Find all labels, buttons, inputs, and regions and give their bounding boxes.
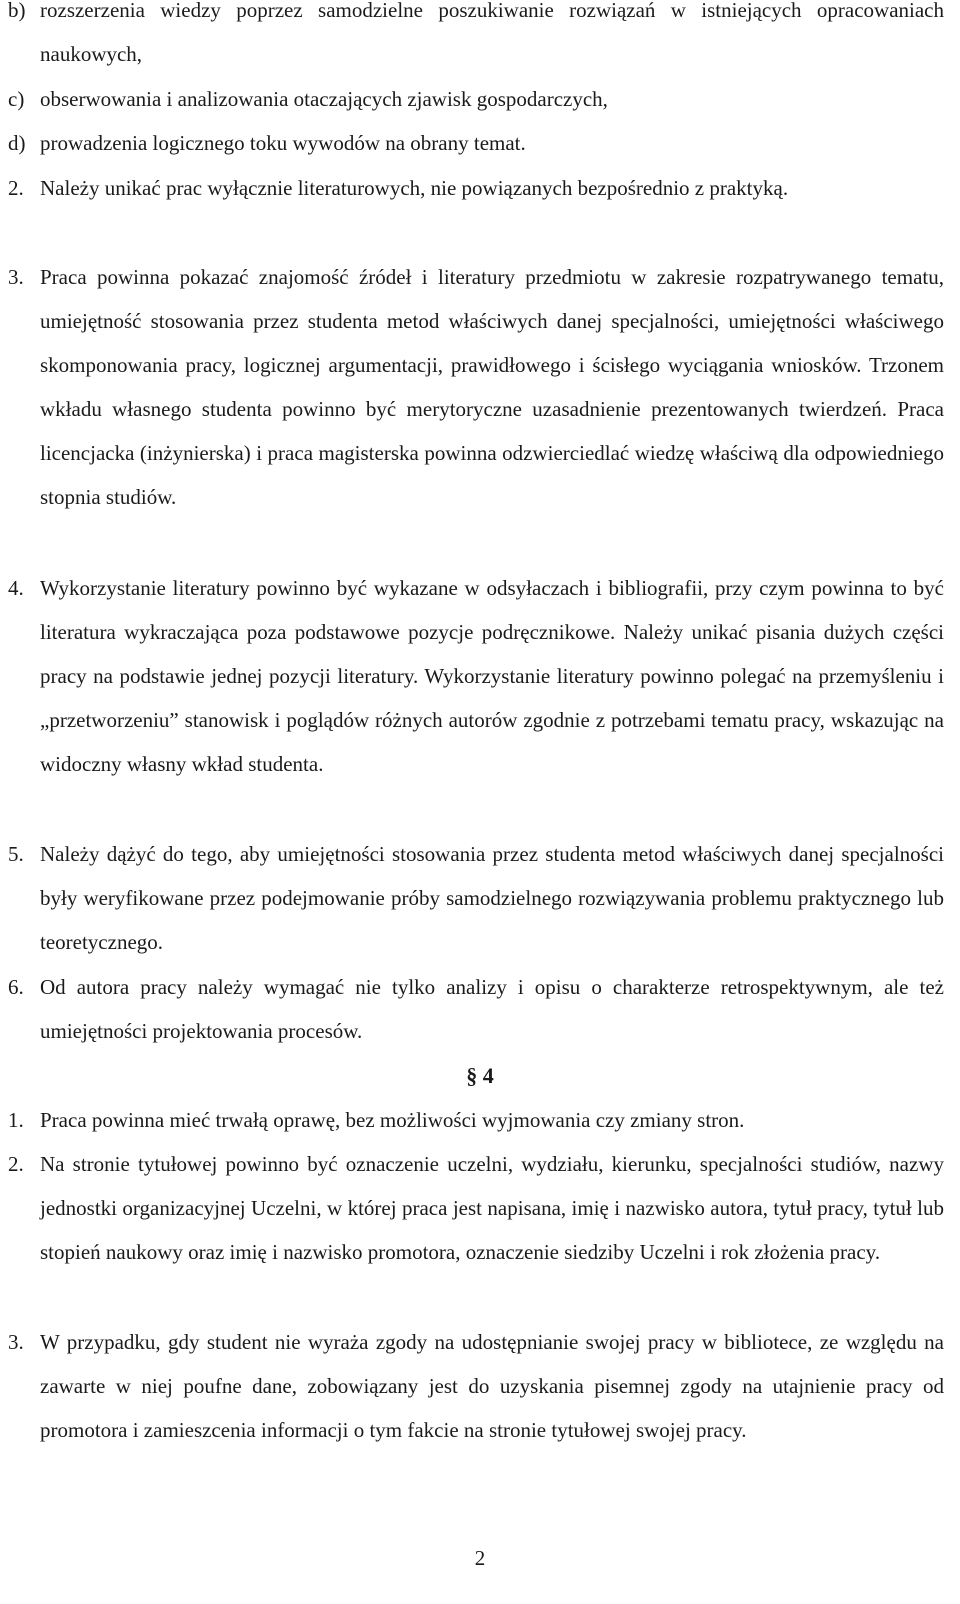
item-label: 3.: [8, 265, 24, 289]
item-text: obserwowania i analizowania otaczających zjawisk gospodarczych,: [40, 87, 608, 111]
item-text: Na stronie tytułowej powinno być oznaczenie uczelni, wydziału, kierunku, specjalności studiów, nazwy jednostki organizacyjnej Uczelni, w której praca jest napisana, imię i nazwisko autora, tytuł pracy, tytuł lub stopień naukowy oraz imię i nazwisko promotora, oznaczenie siedziby Uczelni i rok złożenia pracy.: [40, 1152, 944, 1264]
item-label: 1.: [8, 1108, 24, 1132]
item-text: Należy unikać prac wyłącznie literaturowych, nie powiązanych bezpośrednio z praktyką.: [40, 176, 789, 200]
list-item: [8, 77, 944, 121]
list-item: [8, 566, 944, 786]
list-item: [8, 121, 944, 165]
list-item: [8, 0, 944, 76]
page-number: 2: [474, 1546, 486, 1570]
item-label: c): [8, 87, 25, 111]
list-item: [8, 255, 944, 519]
list-item: [8, 1142, 944, 1274]
item-text: Praca powinna pokazać znajomość źródeł i literatury przedmiotu w zakresie rozpatrywanego tematu, umiejętność stosowania przez studenta metod właściwych danej specjalności, umiejętności właściwego skomponowania pracy, logicznej argumentacji, prawidłowego i ścisłego wyciągania wniosków. Trzonem wkładu własnego studenta powinno być merytoryczne uzasadnienie prezentowanych twierdzeń. Praca licencjacka (inżynierska) i praca magisterska powinna odzwierciedlać wiedzę właściwą dla odpowiedniego stopnia studiów.: [40, 265, 944, 509]
item-label: d): [8, 131, 26, 155]
list-item: [8, 1098, 944, 1142]
list-item: [8, 832, 944, 964]
item-text: W przypadku, gdy student nie wyraża zgody na udostępnianie swojej pracy w bibliotece, ze względu na zawarte w niej poufne dane, zobowiązany jest do uzyskania pisemnej zgody na utajnienie pracy od promotora i zamieszcenia informacji o tym fakcie na stronie tytułowej swojej pracy.: [40, 1330, 944, 1442]
item-label: 2.: [8, 176, 24, 200]
item-label: 6.: [8, 975, 24, 999]
list-item: [8, 166, 944, 210]
item-text: Od autora pracy należy wymagać nie tylko analizy i opisu o charakterze retrospektywnym, ale też umiejętności projektowania procesów.: [40, 975, 944, 1043]
item-text: Praca powinna mieć trwałą oprawę, bez możliwości wyjmowania czy zmiany stron.: [40, 1108, 745, 1132]
item-label: 4.: [8, 576, 24, 600]
list-item: [8, 1320, 944, 1452]
section-heading: § 4: [466, 1063, 494, 1088]
item-label: 5.: [8, 842, 24, 866]
item-label: b): [8, 0, 26, 22]
item-label: 3.: [8, 1330, 24, 1354]
item-text: rozszerzenia wiedzy poprzez samodzielne poszukiwanie rozwiązań w istniejących opracowaniach naukowych,: [40, 0, 944, 66]
item-text: Należy dążyć do tego, aby umiejętności stosowania przez studenta metod właściwych danej specjalności były weryfikowane przez podejmowanie próby samodzielnego rozwiązywania problemu praktycznego lub teoretycznego.: [40, 842, 944, 954]
item-text: prowadzenia logicznego toku wywodów na obrany temat.: [40, 131, 526, 155]
list-item: [8, 965, 944, 1053]
item-label: 2.: [8, 1152, 24, 1176]
item-text: Wykorzystanie literatury powinno być wykazane w odsyłaczach i bibliografii, przy czym powinna to być literatura wykraczająca poza podstawowe pozycje podręcznikowe. Należy unikać pisania dużych części pracy na podstawie jednej pozycji literatury. Wykorzystanie literatury powinno polegać na przemyśleniu i „przetworzeniu” stanowisk i poglądów różnych autorów zgodnie z potrzebami tematu pracy, wskazując na widoczny własny wkład studenta.: [40, 576, 944, 776]
